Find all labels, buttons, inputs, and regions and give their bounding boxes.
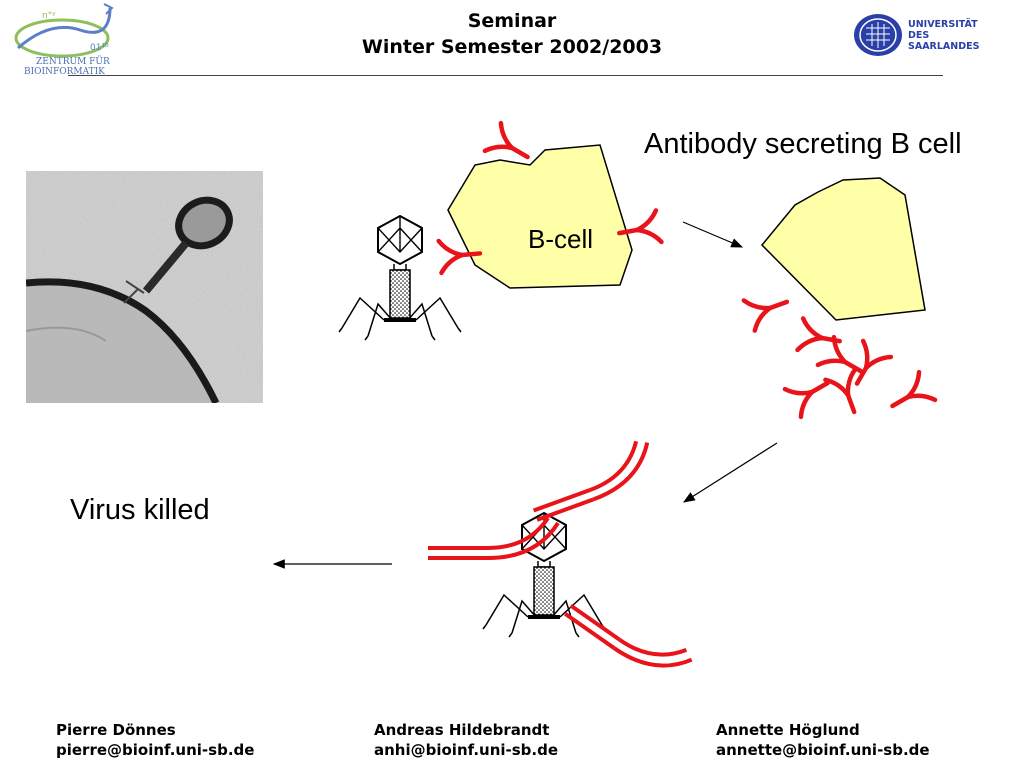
author-email: pierre@bioinf.uni-sb.de [56, 741, 255, 759]
author-email: anhi@bioinf.uni-sb.de [374, 741, 559, 759]
arrow-to-neutralized-virus [684, 443, 777, 502]
author-name: Pierre Dönnes [56, 721, 176, 739]
svg-text:SAARLANDES: SAARLANDES [908, 41, 980, 52]
header-title-line2: Winter Semester 2002/2003 [361, 36, 663, 58]
author-block [716, 720, 930, 760]
bound-antibody-icon [523, 438, 659, 520]
b-cell-shape [448, 145, 632, 288]
svg-text:UNIVERSITÄT: UNIVERSITÄT [908, 19, 978, 30]
author-name: Annette Höglund [716, 721, 860, 739]
antibody-secreting-caption: Antibody secreting B cell [644, 128, 962, 160]
author-email: annette@bioinf.uni-sb.de [716, 741, 930, 759]
svg-text:n°ʸ: n°ʸ [42, 11, 56, 21]
footer-authors [0, 720, 1024, 768]
author-name: Andreas Hildebrandt [374, 721, 550, 739]
secreting-b-cell-shape [762, 178, 925, 320]
svg-text:01¹⁰: 01¹⁰ [90, 43, 109, 53]
antibody-icon [785, 369, 836, 417]
svg-text:BIOINFORMATIK: BIOINFORMATIK [24, 67, 105, 77]
b-cell-label: B-cell [528, 224, 594, 254]
arrow-to-secreting-cell [683, 222, 742, 247]
author-block [374, 720, 558, 760]
svg-text:ZENTRUM FÜR: ZENTRUM FÜR [36, 57, 110, 67]
antibody-icon [744, 287, 793, 331]
author-block [56, 720, 254, 760]
svg-text:DES: DES [908, 30, 930, 41]
header-title-line1: Seminar [467, 10, 557, 32]
virus-killed-label: Virus killed [70, 494, 210, 526]
bacteriophage-icon [339, 216, 461, 340]
antibody-icon [884, 372, 935, 420]
